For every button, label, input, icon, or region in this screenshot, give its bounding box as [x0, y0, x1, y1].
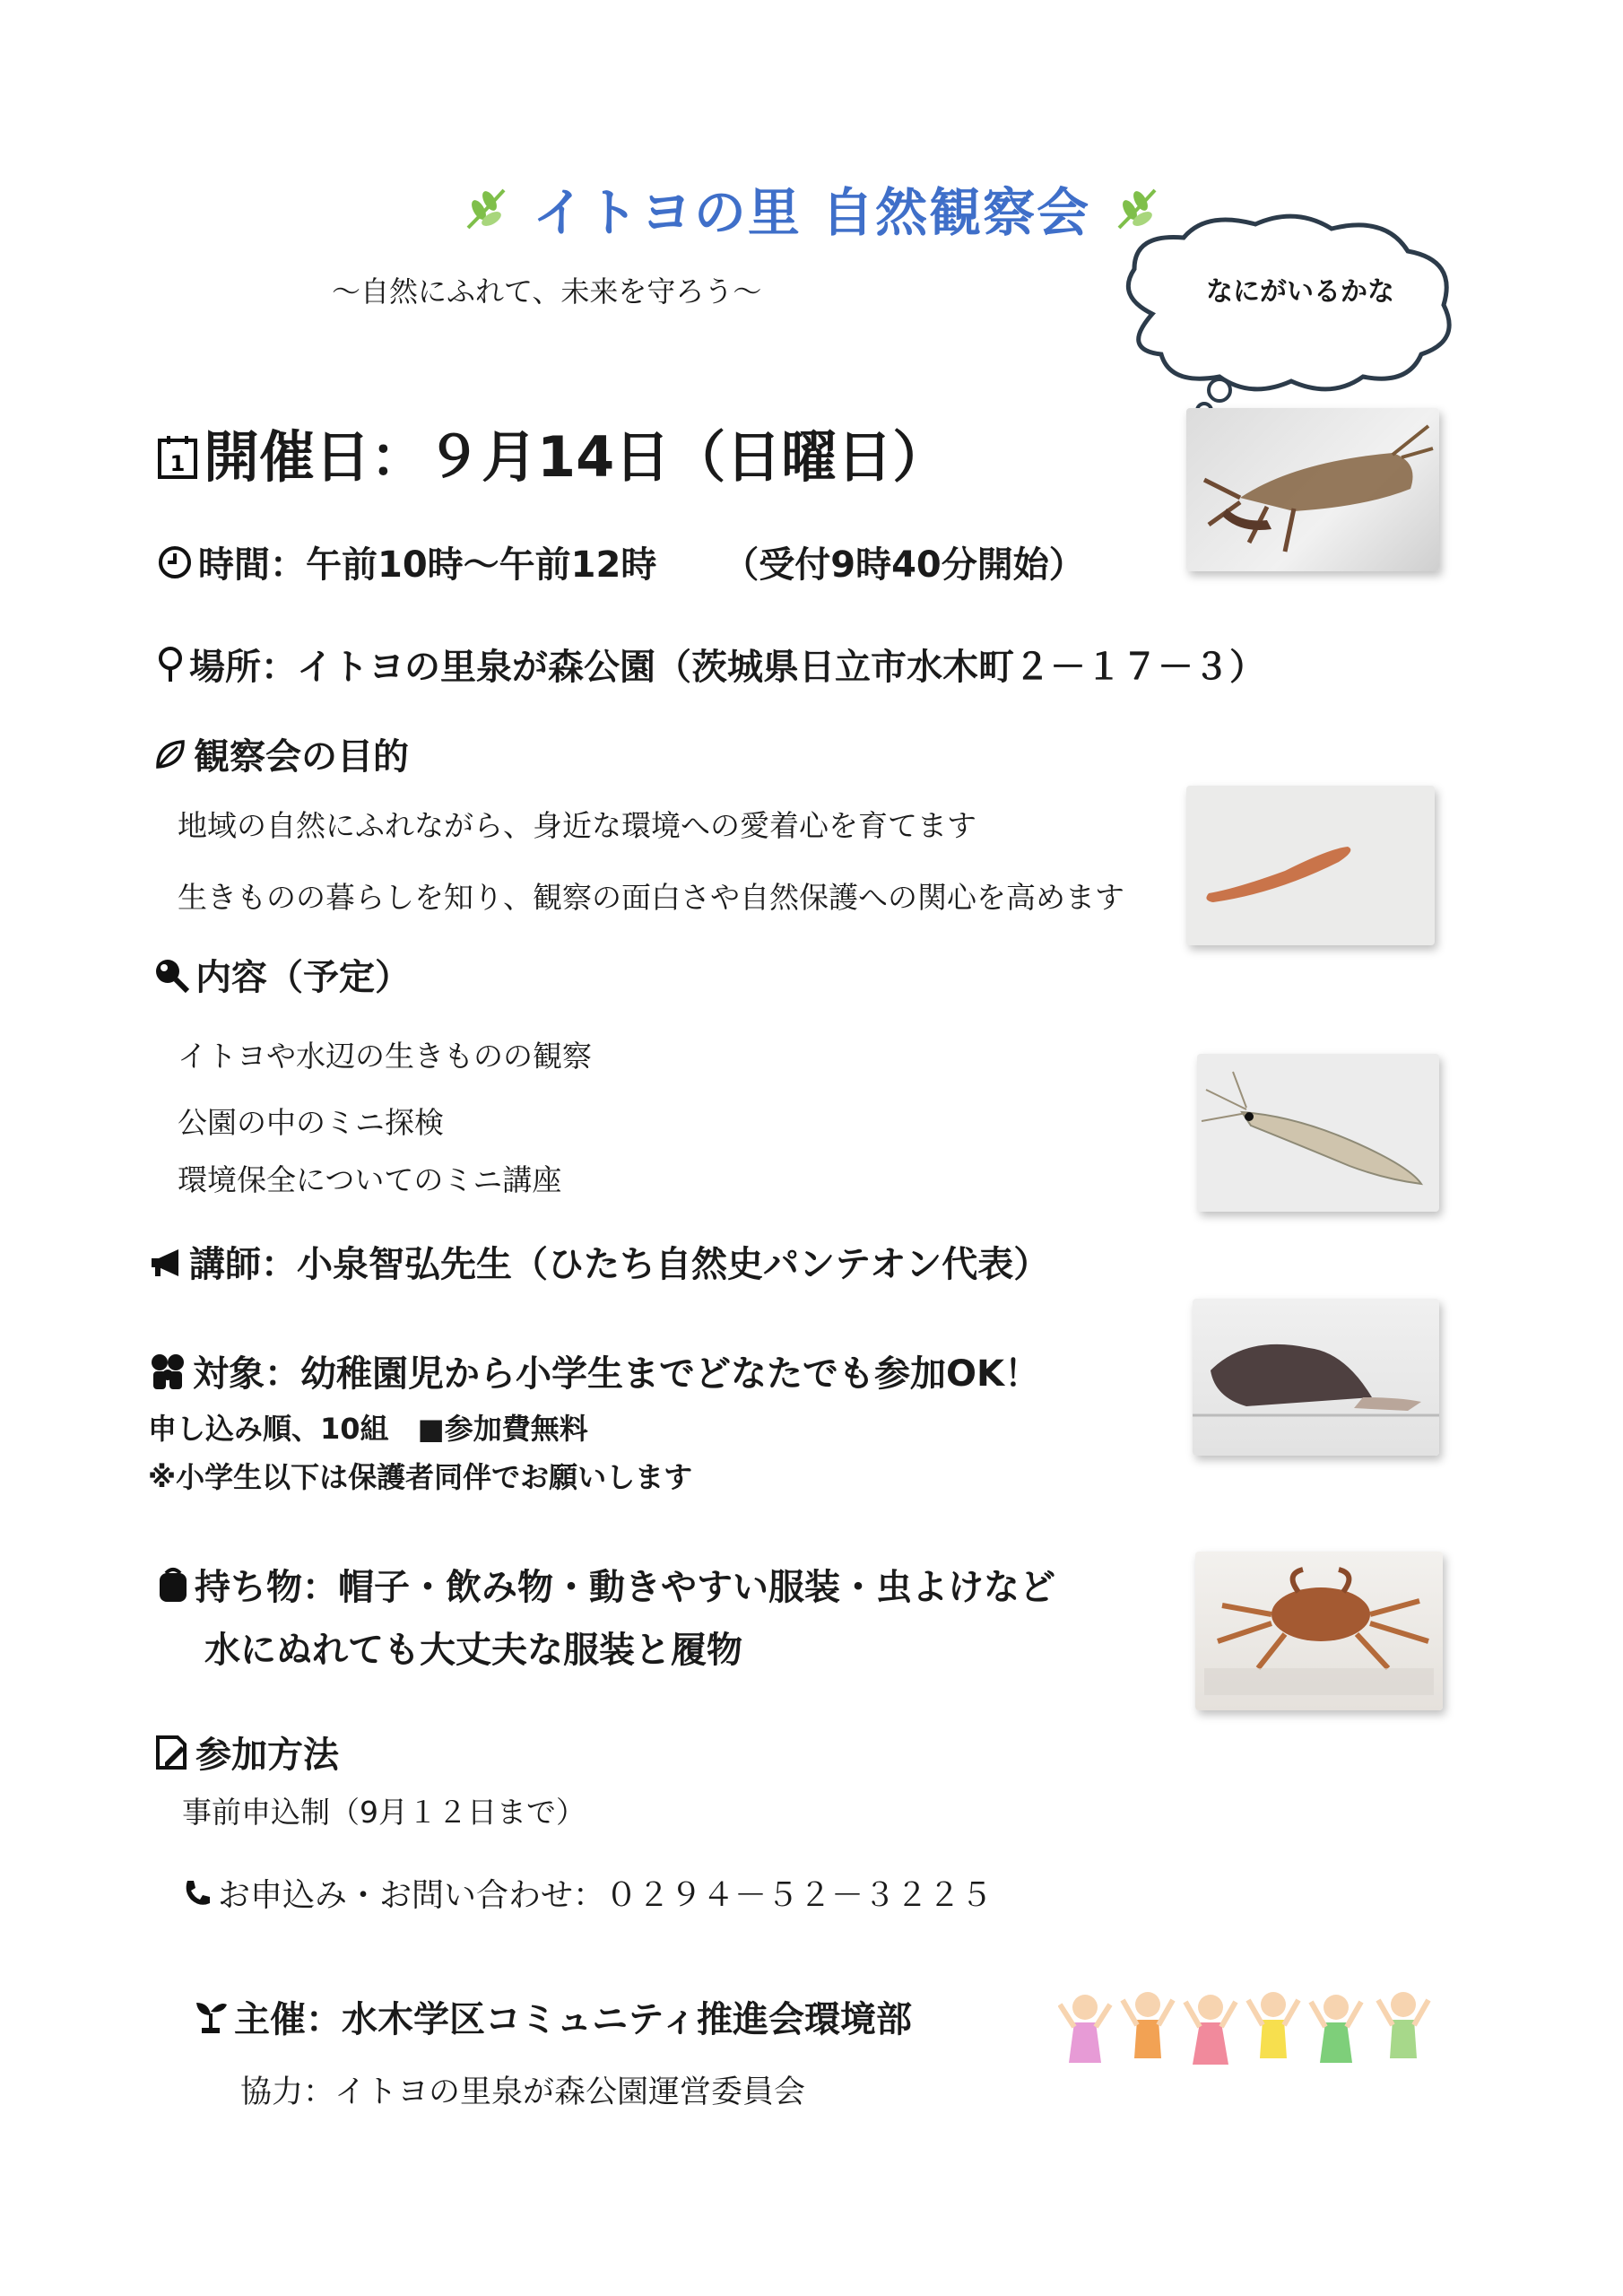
purpose-item: 地域の自然にふれながら、身近な環境への愛着心を育てます [178, 808, 976, 843]
leaf-decoration-icon [459, 183, 513, 249]
organizer: 主催：水木学区コミュニティ推進会環境部 [193, 1991, 912, 2044]
content-item: イトヨや水辺の生きものの観察 [178, 1039, 592, 1074]
reception-time: （受付9時40分開始） [723, 544, 1085, 586]
leaf-icon [152, 736, 188, 781]
target-note: ※小学生以下は保護者同伴でお願いします [148, 1460, 693, 1494]
snail-photo [1193, 1299, 1439, 1456]
contact: お申込み・お問い合わせ：０２９４－５２－３２２５ [182, 1870, 993, 1917]
target-detail: 申し込み順、10組 ■参加費無料 [148, 1412, 588, 1446]
date-text: 開催日：９月14日（日曜日） [204, 424, 949, 490]
magnifier-icon [152, 956, 190, 1003]
crayfish-photo [1186, 408, 1439, 571]
apply-deadline: 事前申込制（9月１２日まで） [182, 1795, 586, 1830]
bubble-text: なにがいるかな [1206, 276, 1394, 308]
time-text: 時間：午前10時～午前12時 [198, 544, 657, 586]
content-heading: 内容（予定） [152, 949, 411, 1003]
calendar-icon [157, 428, 198, 493]
content-item: 公園の中のミニ探検 [178, 1105, 444, 1140]
target: 対象：幼稚園児から小学生までどなたでも参加OK！ [148, 1345, 1040, 1400]
svg-text:1: 1 [169, 451, 186, 477]
crab-photo [1195, 1552, 1443, 1710]
phone-icon [182, 1878, 213, 1917]
larva-photo [1186, 786, 1435, 945]
backpack-icon [157, 1566, 189, 1613]
purpose-item: 生きものの暮らしを知り、観察の面白さや自然保護への関心を高めます [178, 880, 1124, 915]
form-icon [154, 1734, 190, 1780]
title-text: イトヨの里 自然観察会 [532, 182, 1091, 243]
family-icon [148, 1352, 187, 1400]
thought-bubble [1098, 206, 1466, 422]
purpose-heading: 観察会の目的 [152, 728, 409, 781]
place-text: 場所：イトヨの里泉が森公園（茨城県日立市水木町２－１７－３） [189, 647, 1265, 688]
belongings-extra: 水にぬれても大丈夫な服装と履物 [204, 1630, 742, 1671]
belongings: 持ち物：帽子・飲み物・動きやすい服装・虫よけなど [157, 1559, 1055, 1613]
event-time [157, 536, 1085, 589]
content-item: 環境保全についてのミニ講座 [178, 1162, 562, 1197]
sprout-icon [193, 1999, 229, 2044]
clock-icon [157, 544, 193, 589]
shrimp-photo [1197, 1054, 1439, 1212]
subtitle: ～自然にふれて、未来を守ろう～ [332, 274, 762, 309]
location-pin-icon [157, 646, 184, 692]
supporter: 協力：イトヨの里泉が森公園運営委員会 [240, 2074, 806, 2110]
apply-heading: 参加方法 [154, 1726, 339, 1780]
lecturer: 講師：小泉智弘先生（ひたち自然史パンテオン代表） [148, 1236, 1049, 1287]
megaphone-icon [148, 1246, 184, 1287]
event-place [157, 639, 1265, 692]
event-date [157, 413, 948, 493]
children-illustration [1058, 1982, 1444, 2090]
